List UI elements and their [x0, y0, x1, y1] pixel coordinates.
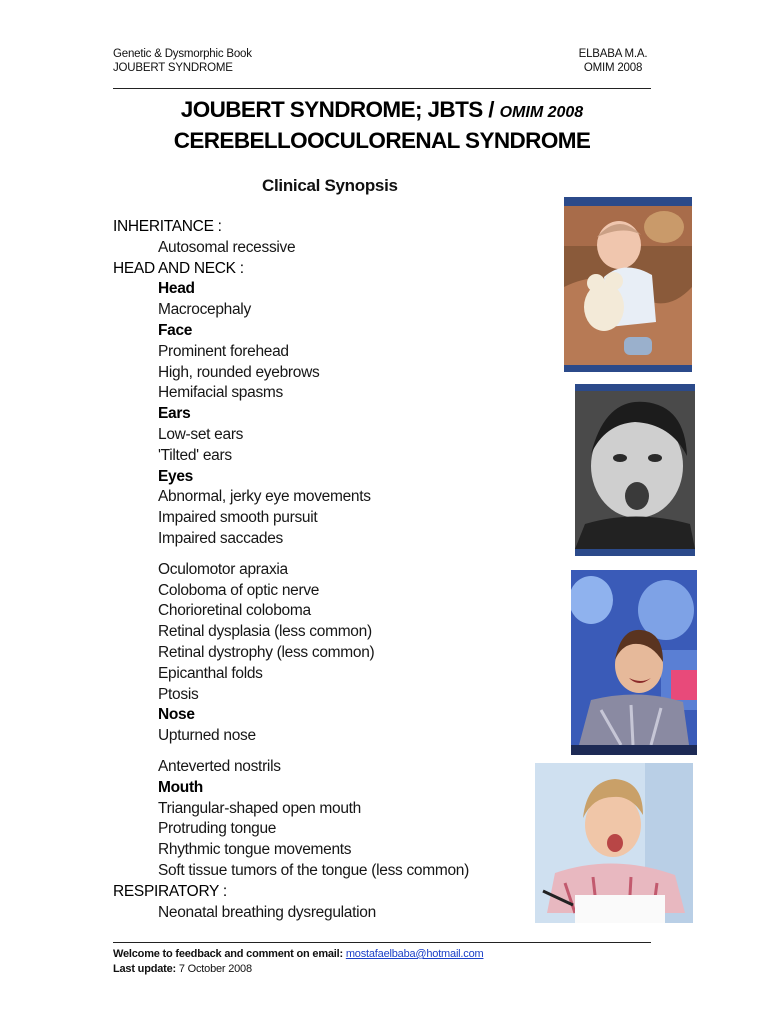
entry-text: Impaired saccades	[158, 530, 283, 547]
feature-item	[158, 602, 311, 620]
feature-item	[158, 686, 198, 704]
feature-item	[158, 582, 319, 600]
feature-item	[158, 488, 371, 506]
entry-text: INHERITANCE	[113, 218, 214, 235]
entry-text: Chorioretinal coloboma	[158, 602, 311, 620]
subsection-heading	[158, 706, 195, 724]
patient-photo-toddler-bw	[575, 384, 695, 556]
header-divider	[113, 88, 651, 89]
feature-item	[158, 561, 288, 579]
feature-item	[158, 644, 374, 662]
entry-colon: :	[213, 218, 222, 235]
entry-text: Upturned nose	[158, 727, 256, 745]
entry-text: Macrocephaly	[158, 301, 251, 319]
entry-text: HEAD AND NECK	[113, 259, 236, 277]
feature-item	[158, 841, 351, 859]
footer-feedback	[113, 948, 483, 960]
page-title	[113, 97, 651, 123]
header-right	[575, 47, 651, 75]
entry-text: Coloboma of optic nerve	[158, 581, 320, 599]
feature-item	[158, 447, 232, 465]
title-omim: OMIM 2008	[499, 104, 584, 121]
subsection-heading	[158, 779, 203, 797]
entry-text: Prominent forehead	[158, 342, 289, 360]
patient-photo-laughing-child	[571, 570, 697, 755]
page-subtitle: CEREBELLOOCULORENAL SYNDROME	[173, 128, 591, 153]
entry-text: Nose	[158, 706, 195, 724]
entry-text: Mouth	[158, 778, 203, 796]
feature-item	[158, 530, 283, 548]
entry-text: Head	[158, 280, 195, 298]
feature-item	[158, 800, 361, 818]
feature-item	[158, 820, 276, 838]
feature-item	[158, 623, 372, 641]
header-omim: OMIM 2008	[583, 62, 643, 74]
entry-text: Anteverted nostrils	[158, 758, 281, 775]
subsection-heading	[158, 280, 195, 298]
section-heading	[113, 218, 222, 236]
subsection-heading	[158, 468, 193, 486]
entry-text: Oculomotor apraxia	[158, 560, 288, 578]
entry-text: 'Tilted' ears	[158, 446, 232, 464]
feature-item	[158, 384, 283, 402]
entry-text: Epicanthal folds	[158, 664, 263, 682]
section-heading	[113, 260, 244, 278]
entry-text: RESPIRATORY	[113, 882, 219, 900]
entry-text: Autosomal recessive	[158, 238, 296, 256]
footer-divider	[113, 942, 651, 943]
entry-text: High, rounded eyebrows	[158, 363, 320, 381]
entry-text: Face	[158, 322, 193, 339]
entry-text: Impaired smooth pursuit	[158, 509, 318, 527]
entry-text: Rhythmic tongue movements	[158, 841, 352, 859]
entry-text: Retinal dystrophy (less common)	[158, 644, 375, 661]
section-heading	[113, 883, 227, 901]
patient-photo-child-drawing	[535, 763, 693, 923]
subsection-heading	[158, 405, 190, 423]
entry-text: Ptosis	[158, 685, 199, 703]
patient-photo-infant	[564, 197, 692, 372]
entry-colon: :	[235, 259, 244, 277]
update-date: 7 October 2008	[178, 963, 252, 975]
feature-item	[158, 426, 243, 444]
feature-item	[158, 509, 317, 527]
feedback-text: Welcome to feedback and comment on email:	[113, 948, 346, 960]
entry-text: Hemifacial spasms	[158, 384, 283, 402]
entry-text: Neonatal breathing dysregulation	[158, 903, 376, 921]
entry-text: Soft tissue tumors of the tongue (less common)	[158, 862, 469, 879]
entry-colon: :	[218, 882, 227, 900]
footer-update	[113, 963, 252, 975]
entry-text: Ears	[158, 405, 191, 423]
header-author: ELBABA M.A.	[578, 48, 648, 60]
entry-text: Abnormal, jerky eye movements	[158, 488, 371, 506]
title-main: JOUBERT SYNDROME; JBTS /	[180, 97, 500, 122]
subsection-heading	[158, 322, 192, 340]
entry-text: Eyes	[158, 467, 193, 485]
header-left	[113, 47, 252, 75]
feature-item	[158, 364, 319, 382]
header-chapter: JOUBERT SYNDROME	[113, 62, 233, 74]
update-label: Last update:	[113, 963, 179, 975]
entry-text: Low-set ears	[158, 426, 244, 443]
feature-item	[158, 904, 376, 922]
feature-item	[158, 862, 469, 880]
feature-item	[158, 727, 256, 745]
header-book-title: Genetic & Dysmorphic Book	[113, 48, 252, 60]
feature-item	[158, 758, 281, 776]
feature-item	[158, 301, 251, 319]
feature-item	[158, 239, 295, 257]
entry-text: Triangular-shaped open mouth	[158, 799, 361, 817]
feature-item	[158, 665, 263, 683]
entry-text: Protruding tongue	[158, 820, 277, 838]
feature-item	[158, 343, 289, 361]
entry-text: Retinal dysplasia (less common)	[158, 623, 372, 641]
email-link[interactable]: mostafaelbaba@hotmail.com	[345, 948, 484, 960]
synopsis-heading: Clinical Synopsis	[262, 176, 398, 195]
